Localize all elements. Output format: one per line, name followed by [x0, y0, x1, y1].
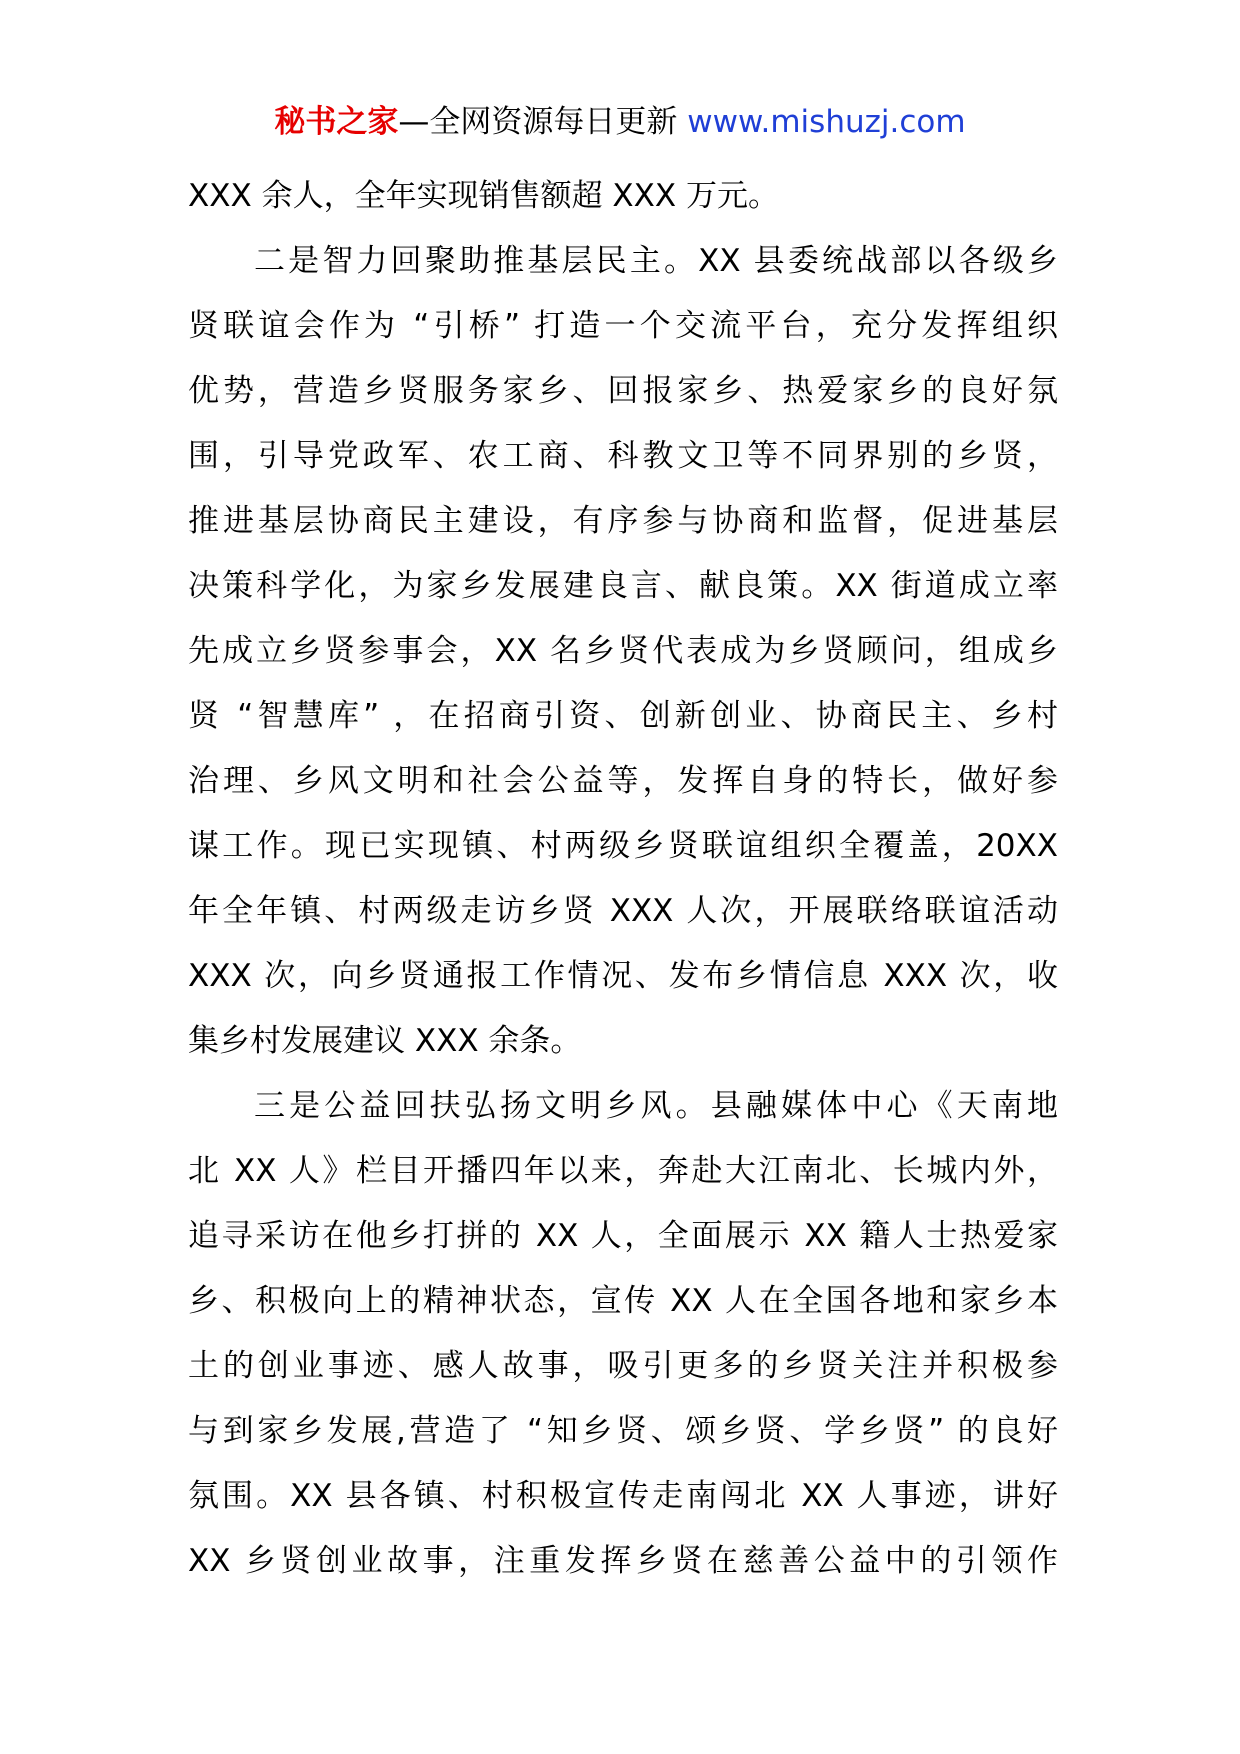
text-line: 追寻采访在他乡打拼的 XX 人，全面展示 XX 籍人士热爱家 — [188, 1218, 1058, 1254]
text-line: 围，引导党政军、农工商、科教文卫等不同界别的乡贤， — [188, 438, 1058, 474]
text-line: 贤 “智慧库” ，在招商引资、创新创业、协商民主、乡村 — [188, 698, 1058, 734]
text-line: XX 乡贤创业故事，注重发挥乡贤在慈善公益中的引领作 — [188, 1543, 1058, 1579]
text-line: XXX 次，向乡贤通报工作情况、发布乡情信息 XXX 次，收 — [188, 958, 1058, 994]
text-line: 优势，营造乡贤服务家乡、回报家乡、热爱家乡的良好氛 — [188, 373, 1058, 409]
paragraph-start-line: 二是智力回聚助推基层民主。XX 县委统战部以各级乡 — [254, 243, 1058, 279]
text-line: 推进基层协商民主建设，有序参与协商和监督，促进基层 — [188, 503, 1058, 539]
text-line: 年全年镇、村两级走访乡贤 XXX 人次，开展联络联谊活动 — [188, 893, 1058, 929]
paragraph-start-line: 三是公益回扶弘扬文明乡风。县融媒体中心《天南地 — [254, 1088, 1058, 1124]
text-line: 氛围。XX 县各镇、村积极宣传走南闯北 XX 人事迹，讲好 — [188, 1478, 1058, 1514]
text-line: 治理、乡风文明和社会公益等，发挥自身的特长，做好参 — [188, 763, 1058, 799]
text-line: 集乡村发展建议 XXX 余条。 — [188, 1023, 582, 1059]
text-line: 乡、积极向上的精神状态，宣传 XX 人在全国各地和家乡本 — [188, 1283, 1058, 1319]
text-line: XXX 余人，全年实现销售额超 XXX 万元。 — [188, 178, 779, 214]
text-line: 与到家乡发展,营造了 “知乡贤、颂乡贤、学乡贤” 的良好 — [188, 1413, 1058, 1449]
header-slogan: —全网资源每日更新 — [398, 104, 678, 140]
text-line: 决策科学化，为家乡发展建良言、献良策。XX 街道成立率 — [188, 568, 1058, 604]
text-line: 土的创业事迹、感人故事，吸引更多的乡贤关注并积极参 — [188, 1348, 1058, 1384]
text-line: 先成立乡贤参事会，XX 名乡贤代表成为乡贤顾问，组成乡 — [188, 633, 1058, 669]
brand-name: 秘书之家 — [274, 104, 399, 140]
text-line: 谋工作。现已实现镇、村两级乡贤联谊组织全覆盖，20XX — [188, 828, 1058, 864]
text-line: 贤联谊会作为 “引桥” 打造一个交流平台，充分发挥组织 — [188, 308, 1058, 344]
document-body — [188, 164, 1058, 1594]
text-line: 北 XX 人》栏目开播四年以来，奔赴大江南北、长城内外， — [188, 1153, 1058, 1189]
site-header — [0, 98, 1240, 146]
site-url-link[interactable]: www.mishuzj.com — [687, 104, 966, 140]
